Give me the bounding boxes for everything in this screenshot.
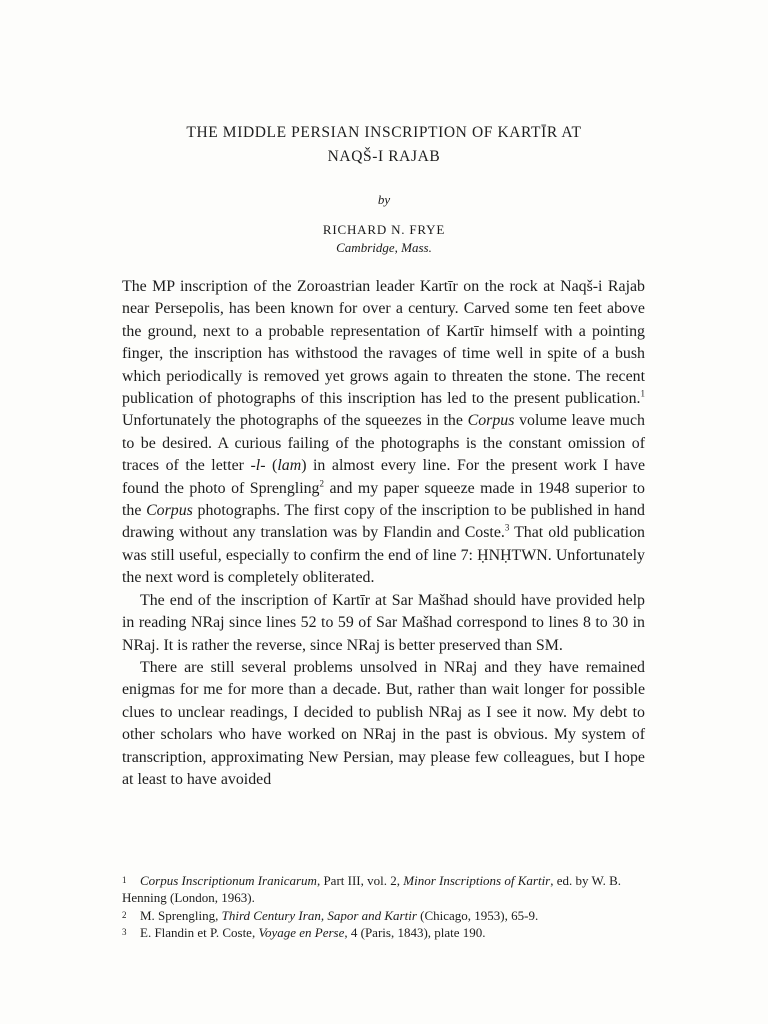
title-line-1: THE MIDDLE PERSIAN INSCRIPTION OF KARTĪR AT: [186, 124, 582, 141]
author-affiliation: Cambridge, Mass.: [336, 240, 432, 255]
paragraph-1-text-e: ) in almost every line. For the present work I have found the photo of Sprengling: [122, 457, 645, 497]
footnote-3: [122, 924, 645, 941]
paragraph-1-lam: lam: [277, 457, 302, 475]
paragraph-1-letter-l: l: [255, 457, 261, 475]
footnote-2-text: (Chicago, 1953), 65-9.: [416, 907, 539, 923]
footnote-3-title: Voyage en Perse: [258, 925, 345, 941]
byline: by: [377, 192, 391, 207]
footnote-ref-2: 2: [319, 478, 325, 489]
paragraph-1-text-g: photographs. The first copy of the inscription to be published in hand drawing without any translation was by Flandin and Coste.: [122, 502, 645, 542]
paragraph-1-text-f: and my paper squeeze made in 1948 superior to the: [122, 479, 645, 520]
footnote-2-title: Third Century Iran, Sapor and Kartir: [221, 907, 417, 923]
paragraph-1-text-c: volume leave much to be desired. A curious failing of the photographs is the constant omission of traces of the letter -: [122, 412, 645, 475]
footnote-1-subtitle: Minor Inscriptions of Kartir: [403, 873, 551, 888]
footnote-2: [122, 907, 645, 924]
paragraph-1-text-d: - (: [260, 457, 278, 475]
footnote-number: 2: [122, 909, 127, 920]
author-name: RICHARD N. FRYE: [322, 222, 446, 237]
footnote-number: 3: [122, 927, 127, 938]
body-text: [122, 276, 645, 791]
paragraph-2: The end of the inscription of Kartīr at Sar Mašhad should have provided help in reading NRaj since lines 52 to 59 of Sar Mašhad correspond to lines 8 to 30 in NRaj. It is rather the reverse, since NRaj is better preserved than SM.: [122, 591, 645, 654]
paragraph-1-corpus: Corpus: [467, 412, 515, 430]
paragraph-1-text-h: That old publication was still useful, especially to confirm the end of line 7: ḤNḤTWN. Unfortunately the next word is completely obliterated.: [122, 524, 645, 587]
footnote-3-author: E. Flandin et P. Coste,: [140, 925, 259, 941]
footnote-ref-3: 3: [504, 523, 510, 534]
paragraph-1-corpus-2: Corpus: [146, 502, 193, 520]
paragraph-3: There are still several problems unsolved in NRaj and they have remained enigmas for me for more than a decade. But, rather than wait longer for possible clues to unclear readings, I decided to publish NRaj as I see it now. My debt to other scholars who have worked on NRaj in the past is obvious. My system of transcription, approximating New Persian, may please few colleagues, but I hope at least to have avoided: [122, 658, 645, 788]
paragraph-1-text-b: Unfortunately the photographs of the squeezes in the: [122, 412, 468, 430]
title-line-2: NAQŠ-I RAJAB: [327, 148, 441, 165]
footnote-ref-1: 1: [640, 388, 645, 399]
footnote-1-text-b: , ed. by W. B. Henning (London, 1963).: [122, 873, 622, 906]
footnote-1-text-a: , Part III, vol. 2,: [316, 873, 404, 888]
paragraph-1: [122, 276, 645, 590]
footnote-2-author: M. Sprengling,: [140, 907, 222, 923]
footnote-3-text: , 4 (Paris, 1843), plate 190.: [344, 925, 486, 941]
paragraph-1-text-a: The MP inscription of the Zoroastrian leader Kartīr on the rock at Naqš-i Rajab near Persepolis, has been known for over a century. Carved some ten feet above the ground, next to a probable representation of Kartīr himself with a pointing finger, the inscription has withstood the ravages of time well in spite of a bush which periodically is removed yet grows again to threaten the stone. The recent publication of photographs of this inscription has led to the present publication.: [122, 278, 645, 408]
footnotes: [122, 872, 645, 942]
footnote-number: 1: [122, 875, 127, 885]
footnote-1: [122, 872, 645, 907]
footnote-1-title: Corpus Inscriptionum Iranicarum: [140, 873, 317, 888]
